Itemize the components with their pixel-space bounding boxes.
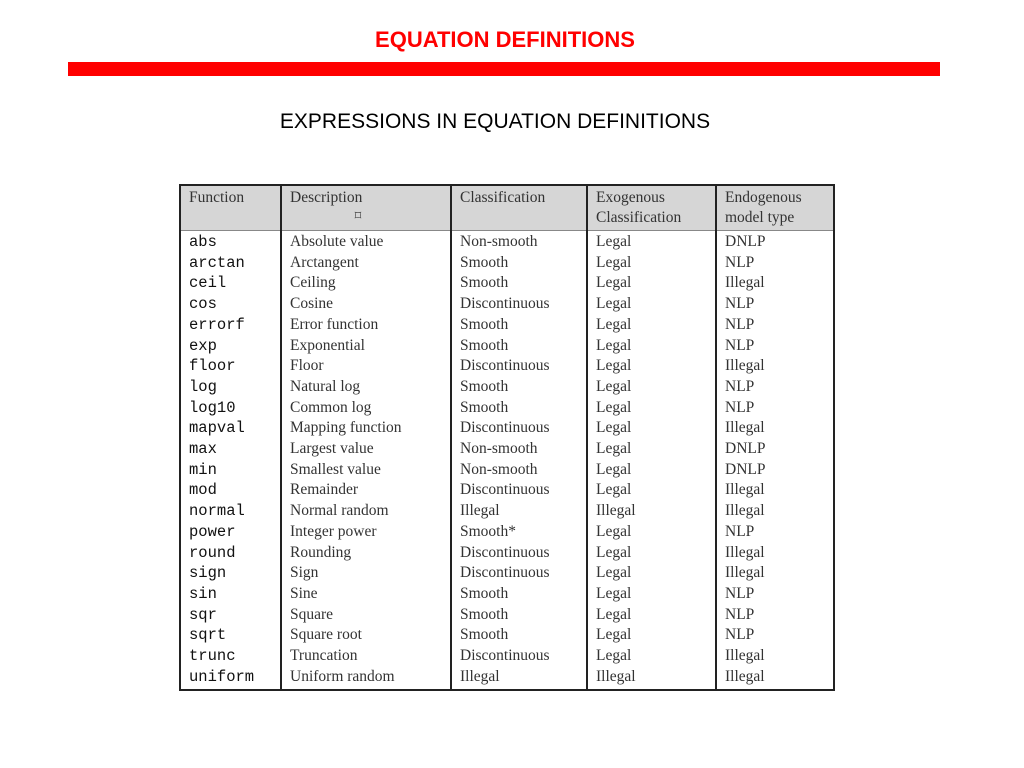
endogenous-cell: NLP — [716, 315, 833, 336]
table-row — [181, 315, 833, 336]
endogenous-cell: Illegal — [716, 480, 833, 501]
table-row — [181, 418, 833, 439]
exogenous-cell: Legal — [587, 543, 716, 564]
endogenous-cell: Illegal — [716, 667, 833, 690]
classification-cell: Smooth — [451, 253, 587, 274]
function-cell: exp — [189, 336, 217, 355]
classification-cell: Non-smooth — [451, 439, 587, 460]
exogenous-cell: Legal — [587, 625, 716, 646]
description-cell: Normal random — [281, 501, 451, 522]
function-cell: normal — [189, 502, 245, 521]
table-row — [181, 605, 833, 626]
description-cell: Integer power — [281, 522, 451, 543]
exogenous-cell: Legal — [587, 605, 716, 626]
exogenous-cell: Illegal — [587, 501, 716, 522]
description-cell: Natural log — [281, 377, 451, 398]
exogenous-cell: Legal — [587, 480, 716, 501]
endogenous-cell: DNLP — [716, 439, 833, 460]
table-row — [181, 584, 833, 605]
function-cell: arctan — [189, 253, 245, 272]
endogenous-cell: NLP — [716, 584, 833, 605]
function-cell: cos — [189, 295, 217, 314]
table-row — [181, 336, 833, 357]
exogenous-cell: Legal — [587, 253, 716, 274]
exogenous-cell: Legal — [587, 315, 716, 336]
description-cell: Common log — [281, 398, 451, 419]
table-row — [181, 377, 833, 398]
exogenous-cell: Legal — [587, 460, 716, 481]
slide-subtitle: EXPRESSIONS IN EQUATION DEFINITIONS — [279, 110, 711, 133]
table-row — [181, 253, 833, 274]
endogenous-cell: NLP — [716, 253, 833, 274]
description-cell: Uniform random — [281, 667, 451, 690]
function-cell: max — [189, 440, 217, 459]
description-cell: Largest value — [281, 439, 451, 460]
classification-cell: Smooth — [451, 315, 587, 336]
title-underline-bar — [68, 62, 940, 76]
table-body — [181, 231, 833, 690]
exogenous-cell: Legal — [587, 584, 716, 605]
exogenous-cell: Legal — [587, 231, 716, 253]
table-row — [181, 294, 833, 315]
description-cell: Absolute value — [281, 231, 451, 253]
classification-cell: Smooth — [451, 605, 587, 626]
exogenous-cell: Legal — [587, 356, 716, 377]
description-cell: Remainder — [281, 480, 451, 501]
endogenous-cell: DNLP — [716, 460, 833, 481]
table-row — [181, 543, 833, 564]
table-row — [181, 231, 833, 253]
exogenous-cell: Illegal — [587, 667, 716, 690]
header-description — [281, 186, 451, 231]
description-cell: Smallest value — [281, 460, 451, 481]
classification-cell: Discontinuous — [451, 563, 587, 584]
classification-cell: Discontinuous — [451, 294, 587, 315]
function-cell: mapval — [189, 419, 245, 438]
description-cell: Sign — [281, 563, 451, 584]
description-cell: Error function — [281, 315, 451, 336]
description-cell: Arctangent — [281, 253, 451, 274]
endogenous-cell: Illegal — [716, 646, 833, 667]
table-row — [181, 522, 833, 543]
classification-cell: Smooth — [451, 336, 587, 357]
endogenous-cell: Illegal — [716, 273, 833, 294]
endogenous-cell: NLP — [716, 377, 833, 398]
function-cell: log — [189, 377, 217, 396]
exogenous-cell: Legal — [587, 273, 716, 294]
description-cell: Sine — [281, 584, 451, 605]
slide-title: EQUATION DEFINITIONS — [375, 27, 635, 52]
header-description-label: Description — [290, 189, 363, 206]
classification-cell: Discontinuous — [451, 480, 587, 501]
exogenous-cell: Legal — [587, 336, 716, 357]
exogenous-cell: Legal — [587, 522, 716, 543]
table-row — [181, 667, 833, 690]
table-row — [181, 273, 833, 294]
classification-cell: Smooth — [451, 377, 587, 398]
classification-cell: Discontinuous — [451, 543, 587, 564]
classification-cell: Illegal — [451, 667, 587, 690]
description-cell: Floor — [281, 356, 451, 377]
endogenous-cell: NLP — [716, 625, 833, 646]
function-cell: abs — [189, 233, 217, 251]
function-cell: log10 — [189, 398, 236, 417]
description-cell: Square — [281, 605, 451, 626]
classification-cell: Smooth — [451, 273, 587, 294]
header-function: Function — [181, 186, 281, 231]
endogenous-cell: DNLP — [716, 231, 833, 253]
endogenous-cell: Illegal — [716, 418, 833, 439]
table-row — [181, 625, 833, 646]
endogenous-cell: NLP — [716, 336, 833, 357]
placeholder-box-icon: ⌑ — [354, 208, 362, 223]
description-cell: Exponential — [281, 336, 451, 357]
endogenous-cell: NLP — [716, 398, 833, 419]
classification-cell: Discontinuous — [451, 418, 587, 439]
function-cell: sign — [189, 564, 227, 583]
function-cell: trunc — [189, 647, 236, 666]
classification-cell: Smooth — [451, 584, 587, 605]
function-cell: mod — [189, 481, 217, 500]
exogenous-cell: Legal — [587, 418, 716, 439]
functions-table — [181, 186, 833, 689]
exogenous-cell: Legal — [587, 398, 716, 419]
function-cell: ceil — [189, 274, 227, 293]
header-classification: Classification — [451, 186, 587, 231]
endogenous-cell: NLP — [716, 522, 833, 543]
exogenous-cell: Legal — [587, 439, 716, 460]
classification-cell: Non-smooth — [451, 231, 587, 253]
description-cell: Ceiling — [281, 273, 451, 294]
endogenous-cell: Illegal — [716, 501, 833, 522]
classification-cell: Non-smooth — [451, 460, 587, 481]
table-row — [181, 356, 833, 377]
classification-cell: Illegal — [451, 501, 587, 522]
endogenous-cell: NLP — [716, 605, 833, 626]
table-row — [181, 480, 833, 501]
classification-cell: Smooth — [451, 625, 587, 646]
table-row — [181, 439, 833, 460]
description-cell: Truncation — [281, 646, 451, 667]
function-cell: errorf — [189, 315, 245, 334]
table-row — [181, 501, 833, 522]
endogenous-cell: NLP — [716, 294, 833, 315]
table-row — [181, 646, 833, 667]
header-endogenous-model-type: Endogenous model type — [716, 186, 833, 231]
function-cell: min — [189, 460, 217, 479]
exogenous-cell: Legal — [587, 563, 716, 584]
endogenous-cell: Illegal — [716, 356, 833, 377]
functions-table-frame — [179, 184, 835, 691]
classification-cell: Smooth* — [451, 522, 587, 543]
function-cell: power — [189, 522, 236, 541]
classification-cell: Smooth — [451, 398, 587, 419]
exogenous-cell: Legal — [587, 294, 716, 315]
description-cell: Square root — [281, 625, 451, 646]
endogenous-cell: Illegal — [716, 563, 833, 584]
function-cell: sin — [189, 584, 217, 603]
function-cell: sqrt — [189, 626, 227, 645]
table-row — [181, 563, 833, 584]
table-row — [181, 460, 833, 481]
description-cell: Cosine — [281, 294, 451, 315]
description-cell: Mapping function — [281, 418, 451, 439]
function-cell: sqr — [189, 605, 217, 624]
function-cell: uniform — [189, 667, 255, 686]
description-cell: Rounding — [281, 543, 451, 564]
exogenous-cell: Legal — [587, 646, 716, 667]
table-header-row — [181, 186, 833, 231]
function-cell: floor — [189, 357, 236, 376]
function-cell: round — [189, 543, 236, 562]
table-row — [181, 398, 833, 419]
classification-cell: Discontinuous — [451, 356, 587, 377]
endogenous-cell: Illegal — [716, 543, 833, 564]
classification-cell: Discontinuous — [451, 646, 587, 667]
header-exogenous-classification: Exogenous Classification — [587, 186, 716, 231]
exogenous-cell: Legal — [587, 377, 716, 398]
